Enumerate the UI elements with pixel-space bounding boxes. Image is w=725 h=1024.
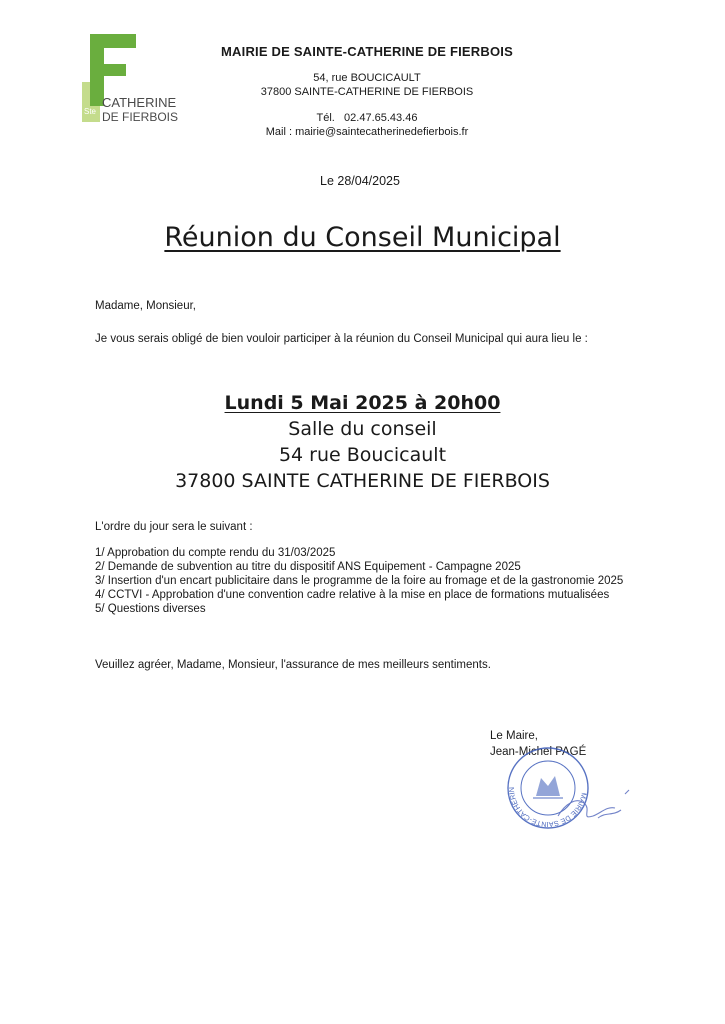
mairie-logo — [78, 34, 178, 130]
header-email: Mail : mairie@saintecatherinedefierbois.fr — [265, 126, 469, 138]
agenda-item: 1/ Approbation du compte rendu du 31/03/2025 — [95, 547, 336, 559]
logo-line1: CATHERINE — [102, 95, 177, 110]
header-mairie-name: MAIRIE DE SAINTE-CATHERINE DE FIERBOIS — [221, 44, 513, 59]
header-street: 54, rue BOUCICAULT — [313, 72, 421, 84]
stamp-text: MAIRIE DE SAINTE-CATHERIN — [506, 786, 589, 830]
intro-paragraph: Je vous serais obligé de bien vouloir participer à la réunion du Conseil Municipal qui aura lieu le : — [95, 333, 588, 345]
agenda-item: 3/ Insertion d'un encart publicitaire dans le programme de la foire au fromage et de la gastronomie 2025 — [95, 575, 624, 587]
page-title: Réunion du Conseil Municipal — [164, 222, 561, 253]
meeting-room: Salle du conseil — [288, 418, 437, 440]
signatory-name: Jean-Michel PAGÉ — [490, 746, 587, 758]
meeting-date: Lundi 5 Mai 2025 à 20h00 — [224, 392, 501, 414]
closing-formula: Veuillez agréer, Madame, Monsieur, l'assurance de mes meilleurs sentiments. — [95, 659, 491, 671]
header-city: 37800 SAINTE-CATHERINE DE FIERBOIS — [260, 86, 474, 98]
agenda-item: 5/ Questions diverses — [95, 603, 206, 615]
salutation: Madame, Monsieur, — [95, 300, 196, 312]
agenda-list — [95, 546, 635, 616]
agenda-item: 2/ Demande de subvention au titre du dispositif ANS Equipement - Campagne 2025 — [95, 561, 521, 573]
signatory-role: Le Maire, — [490, 730, 538, 742]
letter-date: Le 28/04/2025 — [320, 174, 400, 188]
agenda-item: 4/ CCTVI - Approbation d'une convention cadre relative à la mise en place de formations mutualisées — [95, 589, 610, 601]
header-phone: Tél. 02.47.65.43.46 — [316, 112, 418, 124]
meeting-city: 37800 SAINTE CATHERINE DE FIERBOIS — [175, 470, 550, 492]
logo-prefix: Ste — [84, 107, 97, 116]
agenda-intro: L'ordre du jour sera le suivant : — [95, 521, 253, 533]
meeting-street: 54 rue Boucicault — [278, 444, 447, 466]
official-stamp-and-signature — [503, 746, 633, 836]
logo-line2: DE FIERBOIS — [102, 110, 178, 124]
